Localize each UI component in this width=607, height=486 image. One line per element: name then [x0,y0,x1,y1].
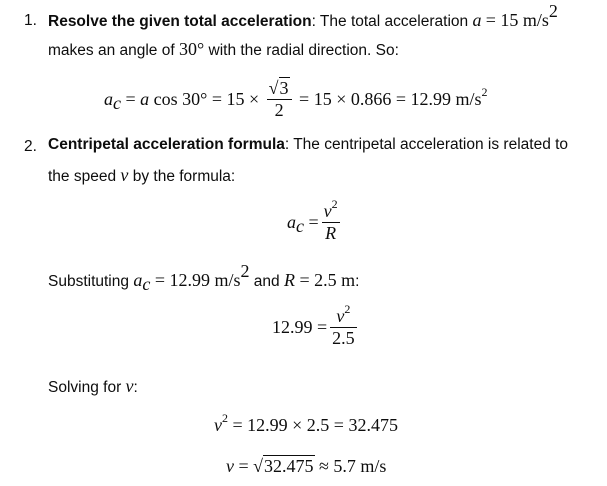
step2-line1: Centripetal acceleration formula: The centripetal acceleration is related to [48,136,569,153]
sqrt-symbol: √32.475 [253,456,314,476]
solving-line: Solving for v: [48,376,138,396]
step1-heading: Resolve the given total acceleration [48,13,312,30]
step1-line1: Resolve the given total acceleration: The total acceleration a = 15 $m/s^2$ [48,1,558,30]
solve-equation-2: v = √32.475 ≈ 5.7 m/s [226,456,387,476]
solve-equation-1: $v^2 = 12.99 \times 2.5 = 32.475$ [214,411,398,435]
sqrt3-over-2-fraction: $\frac{√3}{2}$ [267,78,292,121]
list-number-2: 2. [24,138,37,155]
substitution-equation: 12.99 = $\frac{v^2}{2.5}$ [272,302,355,348]
centripetal-formula: $a_c$ = $\frac{v^2}{R}$ [287,197,338,243]
step2-line2: the speed v by the formula: [48,165,236,185]
step1-line2: makes an angle of 30° with the radial direction. So: [48,39,399,59]
step1-equation: $a_c = a$ cos 30° = 15 × $\frac{√3}{2}$ = 15 × 0.866 = 12.99 $m/s^2$ [104,78,488,120]
step2-heading: Centripetal acceleration formula [48,136,285,153]
list-number-1: 1. [24,12,37,29]
substitution-line: Substituting $a_c = 12.99$ $m/s^2$ and R = 2.5 m: [48,261,360,294]
